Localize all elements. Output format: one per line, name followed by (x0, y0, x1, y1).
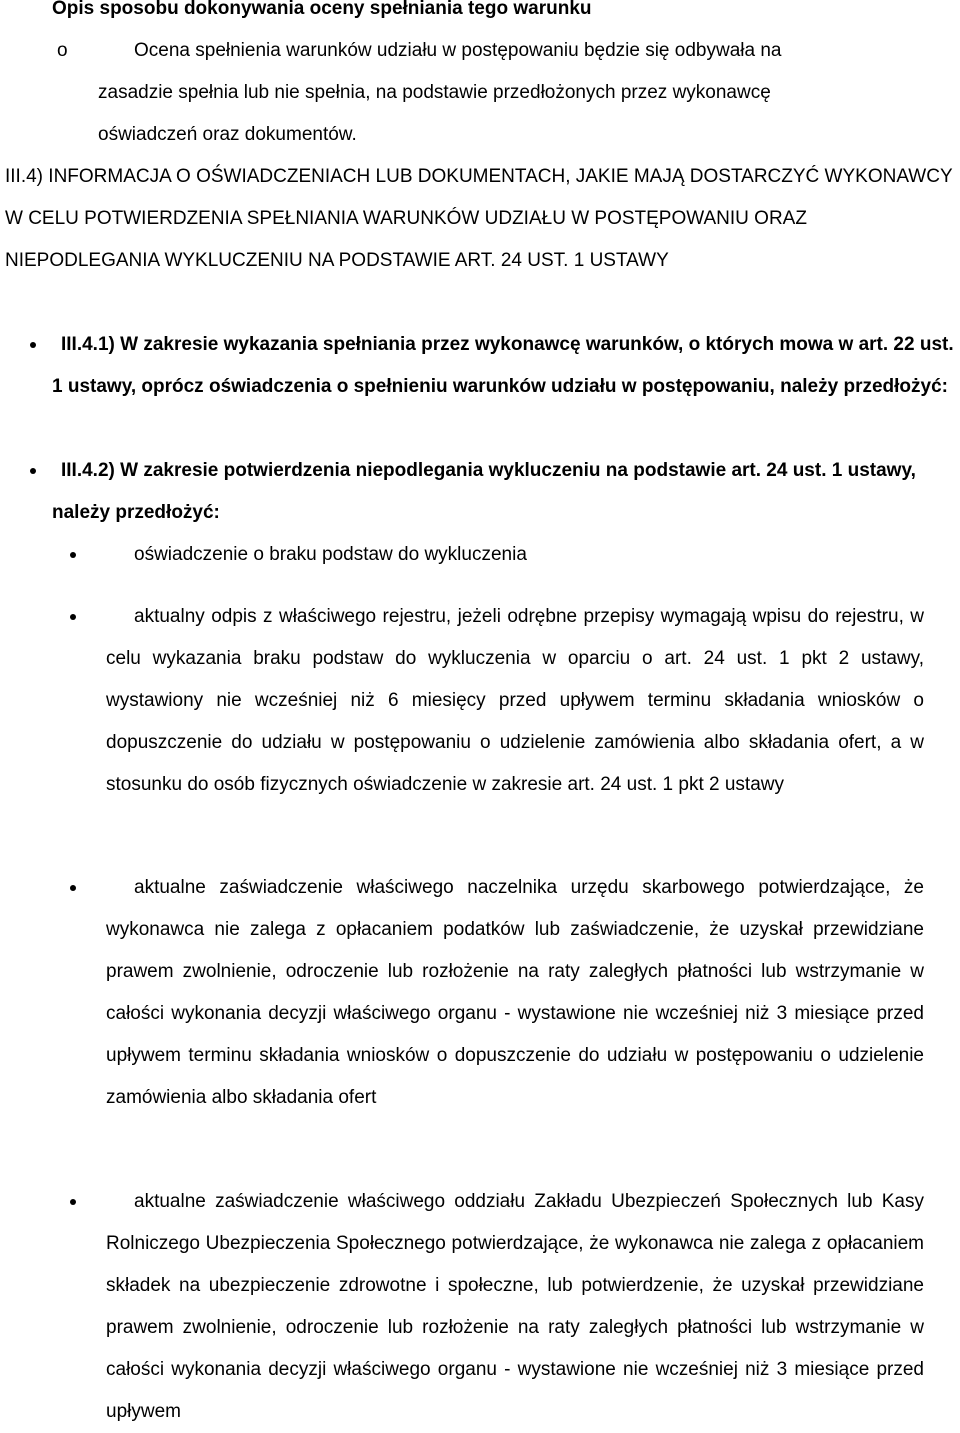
bullet-icon (70, 885, 76, 891)
section-title: III.4) INFORMACJA O OŚWIADCZENIACH LUB DOKUMENTACH, JAKIE MAJĄ DOSTARCZYĆ WYKONAWCY W CELU POTWIERDZENIA SPEŁNIANIA WARUNKÓW UDZIAŁU W POSTĘPOWANIU ORAZ NIEPODLEGANIA WYKLUCZENIU NA PODSTAWIE ART. 24 UST. 1 USTAWY (5, 166, 953, 271)
bullet-icon (30, 342, 36, 348)
intro-paragraph: Ocena spełnienia warunków udziału w postępowaniu będzie się odbywała na zasadzie spełnia lub nie spełnia, na podstawie przedłożonych przez wykonawcę oświadczeń oraz dokumentów. (98, 40, 782, 145)
document-list-item: aktualne zaświadczenie właściwego oddziału Zakładu Ubezpieczeń Społecznych lub Kasy Rolniczego Ubezpieczenia Społecznego potwierdzające, że wykonawca nie zalega z opłacaniem składek na ubezpieczenie zdrowotne i społeczne, lub potwierdzenie, że uzyskał przewidziane prawem zwolnienie, odroczenie lub rozłożenie na raty zaległych płatności lub wstrzymanie w całości wykonania decyzji właściwego organu - wystawione nie wcześniej niż 3 miesiące przed upływem (106, 1191, 924, 1422)
bullet-icon (70, 552, 76, 558)
bullet-icon (30, 468, 36, 474)
document-list-item: aktualny odpis z właściwego rejestru, jeżeli odrębne przepisy wymagają wpisu do rejestru, w celu wykazania braku podstaw do wykluczenia w oparciu o art. 24 ust. 1 pkt 2 ustawy, wystawiony nie wcześniej niż 6 miesięcy przed upływem terminu składania wniosków o dopuszczenie do udziału w postępowaniu o udzielenie zamówienia albo składania ofert, a w stosunku do osób fizycznych oświadczenie w zakresie art. 24 ust. 1 pkt 2 ustawy (106, 606, 924, 795)
document-list-item: aktualne zaświadczenie właściwego naczelnika urzędu skarbowego potwierdzające, że wykonawca nie zalega z opłacaniem podatków lub zaświadczenie, że uzyskał przewidziane prawem zwolnienie, odroczenie lub rozłożenie na raty zaległych płatności lub wstrzymanie w całości wykonania decyzji właściwego organu - wystawione nie wcześniej niż 3 miesiące przed upływem terminu składania wniosków o dopuszczenie do udziału w postępowaniu o udzielenie zamówienia albo składania ofert (106, 877, 924, 1108)
bullet-icon (70, 614, 76, 620)
section-heading: Opis sposobu dokonywania oceny spełniania tego warunku (52, 0, 592, 19)
subsection-item: III.4.2) W zakresie potwierdzenia niepodlegania wykluczeniu na podstawie art. 24 ust. 1 ustawy, należy przedłożyć: (52, 460, 916, 523)
bullet-icon (70, 1199, 76, 1205)
intro-list-marker: o (57, 40, 68, 61)
document-list-item: oświadczenie o braku podstaw do wykluczenia (134, 544, 527, 565)
subsection-item: III.4.1) W zakresie wykazania spełniania przez wykonawcę warunków, o których mowa w art. 22 ust. 1 ustawy, oprócz oświadczenia o spełnieniu warunków udziału w postępowaniu, należy przedłożyć: (52, 334, 954, 397)
